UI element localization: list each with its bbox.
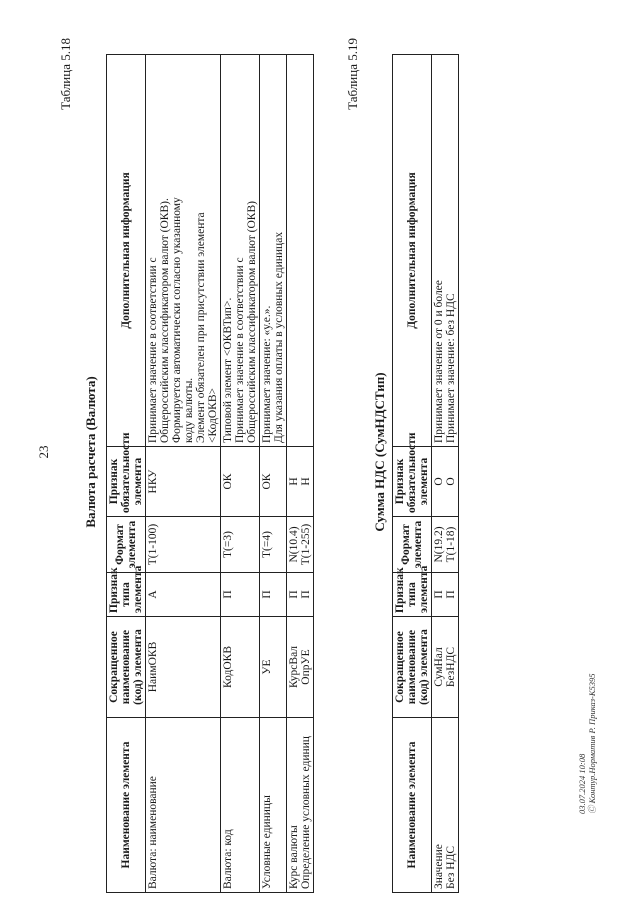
cell-element-format xyxy=(287,517,314,573)
cell-element-format-line: T(1-255) xyxy=(300,523,312,566)
cell-additional-info-line: Элемент обязателен при присутствии элемента xyxy=(195,212,207,443)
cell-element-name xyxy=(432,718,459,893)
cell-element-name-line: Условные единицы xyxy=(261,795,273,889)
cell-element-type-line: П xyxy=(261,590,273,599)
header-element-format: Формат элемента xyxy=(393,517,432,573)
cell-element-name-line: Курс валюты xyxy=(288,825,300,889)
cell-additional-info-line: коду валюты. xyxy=(183,377,195,443)
cell-element-name xyxy=(221,718,260,893)
cell-element-format xyxy=(432,517,459,573)
page-number: 23 xyxy=(36,445,51,459)
cell-element-required-line: НКУ xyxy=(147,469,159,494)
cell-additional-info-line: Общероссийским классификатором валют (ОКВ) xyxy=(246,201,258,443)
cell-element-code-line: КодОКВ xyxy=(222,646,234,689)
table-row xyxy=(260,55,287,893)
cell-element-required xyxy=(432,447,459,517)
cell-element-type xyxy=(260,573,287,617)
cell-additional-info xyxy=(146,55,221,447)
cell-element-required-line: Н xyxy=(288,477,300,486)
table-5-18-label: Таблица 5.18 xyxy=(58,38,73,110)
table-5-19-label: Таблица 5.19 xyxy=(345,38,360,110)
header-element-required: Признак обязательности элемента xyxy=(107,447,146,517)
cell-element-name-line: Значение xyxy=(433,844,445,889)
cell-element-type-line: А xyxy=(147,590,159,599)
cell-additional-info-line: Общероссийским классификатором валют (ОКВ). xyxy=(159,198,171,443)
header-element-code: Сокращенное наименование (код) элемента xyxy=(393,617,432,718)
table-row xyxy=(287,55,314,893)
cell-element-type xyxy=(432,573,459,617)
table-5-19-title: Сумма НДС (СумНДСТип) xyxy=(372,372,387,532)
cell-additional-info-line: Принимает значение: без НДС xyxy=(445,293,457,443)
cell-element-code xyxy=(221,617,260,718)
header-element-type: Признак типа элемента xyxy=(107,573,146,617)
cell-element-name-line: Определение условных единиц xyxy=(300,736,312,889)
table-5-18 xyxy=(106,54,314,893)
cell-element-code-line: ОпрУЕ xyxy=(300,649,312,685)
cell-element-format-line: T(1-18) xyxy=(445,526,457,563)
cell-element-type-line: П xyxy=(433,590,445,599)
cell-element-required-line: ОК xyxy=(261,473,273,490)
cell-element-required-line: ОК xyxy=(222,473,234,490)
header-element-type: Признак типа элемента xyxy=(393,573,432,617)
cell-element-format xyxy=(146,517,221,573)
cell-element-name xyxy=(146,718,221,893)
cell-element-format-line: T(1-100) xyxy=(147,523,159,566)
footer-source: Ⓒ Контур.Норматив Р. Приказ-К5395 xyxy=(587,673,597,814)
cell-element-type-line: П xyxy=(445,590,457,599)
cell-element-code xyxy=(260,617,287,718)
cell-element-type-line: П xyxy=(300,590,312,599)
cell-additional-info-line: Для указания оплаты в условных единицах xyxy=(273,231,285,443)
header-element-name: Наименование элемента xyxy=(107,718,146,893)
cell-additional-info-line: Принимает значение в соответствии с xyxy=(234,257,246,443)
cell-additional-info-line: Принимает значение: «у.е.». xyxy=(261,305,273,443)
cell-element-required xyxy=(260,447,287,517)
cell-additional-info xyxy=(221,55,260,447)
header-additional-info: Дополнительная информация xyxy=(107,55,146,447)
cell-element-required xyxy=(221,447,260,517)
cell-element-required xyxy=(146,447,221,517)
cell-element-format-line: T(=3) xyxy=(222,531,234,558)
cell-element-code xyxy=(432,617,459,718)
cell-element-code-line: КурсВал xyxy=(288,645,300,689)
header-element-code: Сокращенное наименование (код) элемента xyxy=(107,617,146,718)
cell-element-required-line: О xyxy=(433,477,445,486)
cell-additional-info-line: Принимает значение от 0 и более xyxy=(433,280,445,443)
cell-additional-info-line: Типовой элемент <ОКВТип>. xyxy=(222,297,234,443)
cell-element-format-line: N(10.4) xyxy=(288,526,300,563)
cell-additional-info xyxy=(287,55,314,447)
cell-element-type xyxy=(287,573,314,617)
cell-element-format-line: N(19.2) xyxy=(433,526,445,563)
table-5-18-title: Валюта расчета (Валюта) xyxy=(83,376,98,528)
table-row xyxy=(146,55,221,893)
cell-element-name-line: Без НДС xyxy=(445,845,457,889)
header-additional-info: Дополнительная информация xyxy=(393,55,432,447)
cell-element-required xyxy=(287,447,314,517)
header-element-required: Признак обязательности элемента xyxy=(393,447,432,517)
table-header-row xyxy=(393,55,432,893)
header-element-name: Наименование элемента xyxy=(393,718,432,893)
footer-date: 03.07.2024 10:08 xyxy=(577,753,587,814)
table-row xyxy=(221,55,260,893)
table-header-row xyxy=(107,55,146,893)
cell-element-type-line: П xyxy=(288,590,300,599)
table-5-18-body xyxy=(146,55,314,893)
cell-element-format xyxy=(221,517,260,573)
cell-element-type xyxy=(221,573,260,617)
cell-additional-info-line: Формируется автоматически согласно указанному xyxy=(171,197,183,443)
header-element-format: Формат элемента xyxy=(107,517,146,573)
cell-element-required-line: О xyxy=(445,477,457,486)
cell-element-type-line: П xyxy=(222,590,234,599)
cell-element-name-line: Валюта: код xyxy=(222,829,234,889)
cell-element-name xyxy=(260,718,287,893)
cell-element-format xyxy=(260,517,287,573)
cell-element-code-line: СумНал xyxy=(433,647,445,687)
cell-element-name xyxy=(287,718,314,893)
cell-additional-info xyxy=(260,55,287,447)
footer-stamp xyxy=(577,673,597,814)
table-5-19-body xyxy=(432,55,459,893)
cell-element-format-line: T(=4) xyxy=(261,531,273,558)
table-row xyxy=(432,55,459,893)
table-5-19 xyxy=(392,54,459,893)
cell-additional-info xyxy=(432,55,459,447)
cell-element-required-line: Н xyxy=(300,477,312,486)
cell-additional-info-line: Принимает значение в соответствии с xyxy=(147,257,159,443)
cell-element-type xyxy=(146,573,221,617)
cell-element-code-line: БезНДС xyxy=(445,646,457,688)
cell-additional-info-line: <КодОКВ> xyxy=(207,388,219,443)
cell-element-code xyxy=(287,617,314,718)
cell-element-name-line: Валюта: наименование xyxy=(147,776,159,889)
cell-element-code xyxy=(146,617,221,718)
cell-element-code-line: НаимОКВ xyxy=(147,641,159,693)
cell-element-code-line: УЕ xyxy=(261,659,273,675)
